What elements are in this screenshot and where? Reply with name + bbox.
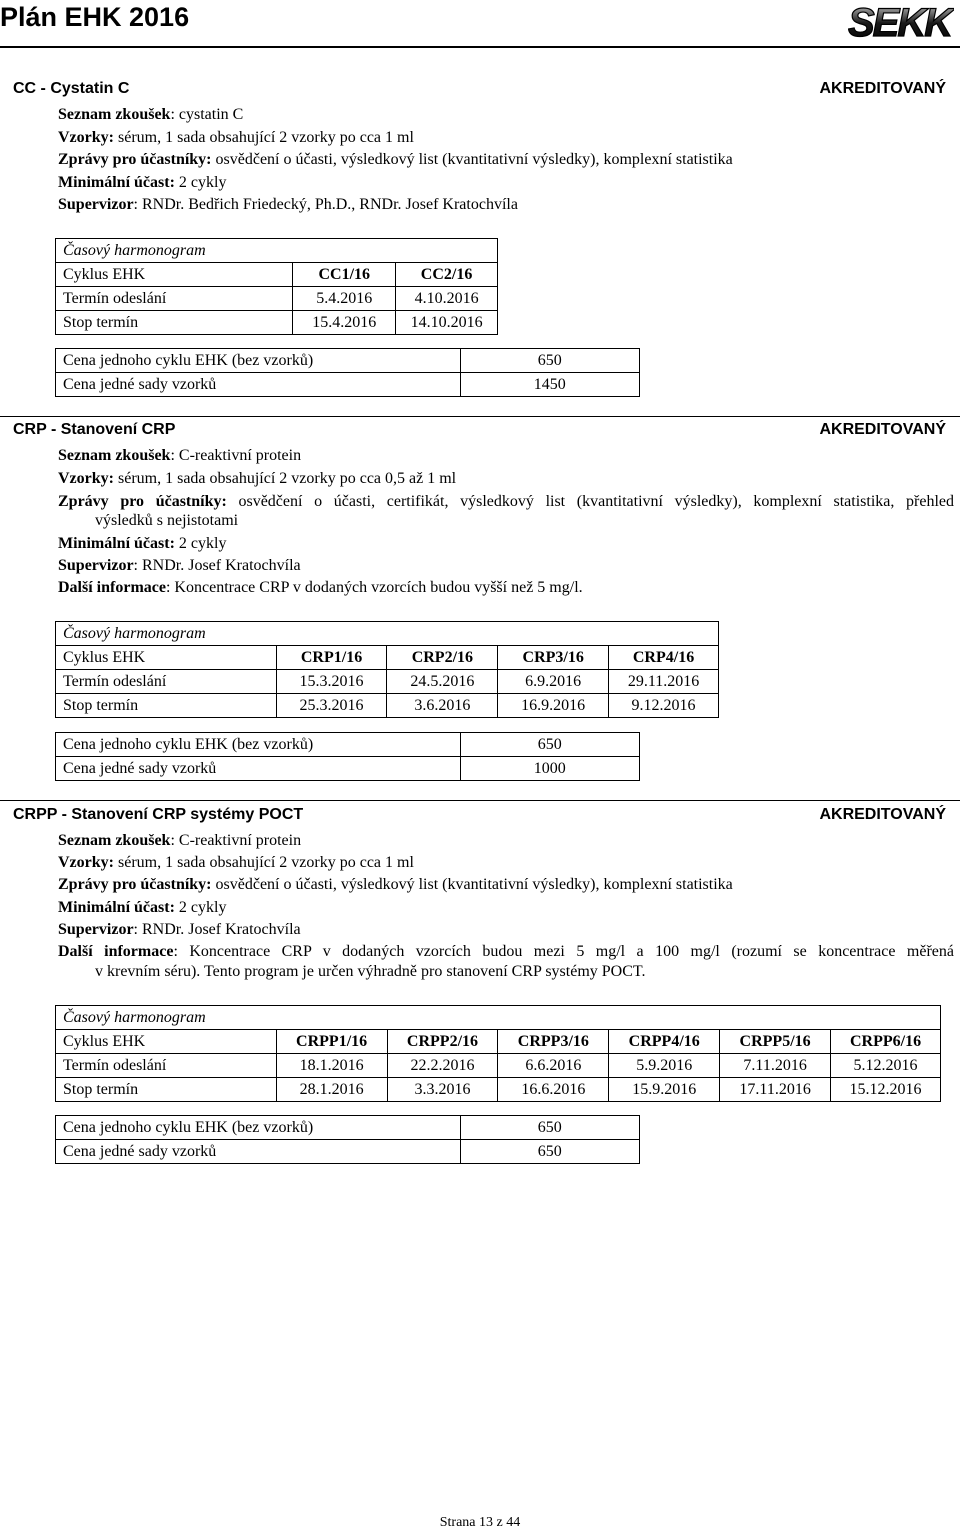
cycle-code: CRP1/16 (276, 646, 387, 670)
accreditation-badge-crpp: AKREDITOVANÝ (819, 806, 946, 823)
send-date: 7.11.2016 (720, 1054, 831, 1078)
send-date: 5.4.2016 (293, 287, 396, 311)
supervisor-crp: Supervizor: RNDr. Josef Kratochvíla (58, 557, 301, 574)
page-title: Plán EHK 2016 (0, 2, 190, 32)
test-list-crpp: Seznam zkoušek: C-reaktivní protein (58, 832, 302, 849)
min-participation-crp: Minimální účast: 2 cykly (58, 535, 227, 552)
price-label: Cena jednoho cyklu EHK (bez vzorků) (56, 1116, 461, 1140)
schedule-heading: Časový harmonogram (56, 1006, 941, 1030)
price-value: 650 (460, 1116, 640, 1140)
stop-date: 16.9.2016 (498, 694, 609, 718)
section-rule (0, 800, 960, 801)
supervisor-cc: Supervizor: RNDr. Bedřich Friedecký, Ph.D., RNDr. Josef Kratochvíla (58, 196, 518, 213)
test-list-crp: Seznam zkoušek: C-reaktivní protein (58, 447, 302, 464)
samples-crp: Vzorky: sérum, 1 sada obsahující 2 vzorky po cca 0,5 až 1 ml (58, 470, 457, 487)
section-rule (0, 416, 960, 417)
schedule-table-crp (55, 621, 719, 718)
cycle-code: CRPP4/16 (609, 1030, 720, 1054)
send-date: 18.1.2016 (276, 1054, 387, 1078)
extra-info-crpp: Další informace: Koncentrace CRP v dodaných vzorcích budou mezi 5 mg/l a 100 mg/l (rozumí se koncentrace měřená (58, 943, 954, 960)
row-label: Cyklus EHK (56, 1030, 277, 1054)
stop-date: 17.11.2016 (720, 1078, 831, 1102)
row-label: Termín odeslání (56, 1054, 277, 1078)
row-label: Termín odeslání (56, 287, 293, 311)
reports-cc: Zprávy pro účastníky: osvědčení o účasti, výsledkový list (kvantitativní výsledky), komplexní statistika (58, 151, 733, 168)
stop-date: 25.3.2016 (276, 694, 387, 718)
send-date: 4.10.2016 (396, 287, 498, 311)
cycle-code: CRPP2/16 (387, 1030, 498, 1054)
min-participation-cc: Minimální účast: 2 cykly (58, 174, 227, 191)
cycle-code: CRP4/16 (609, 646, 719, 670)
cycle-code: CRPP5/16 (720, 1030, 831, 1054)
row-label: Stop termín (56, 311, 293, 335)
send-date: 5.12.2016 (831, 1054, 941, 1078)
stop-date: 15.4.2016 (293, 311, 396, 335)
reports-crp-cont: výsledků s nejistotami (95, 512, 239, 529)
stop-date: 9.12.2016 (631, 697, 696, 714)
send-date: 6.6.2016 (498, 1054, 609, 1078)
section-title-crpp: CRPP - Stanovení CRP systémy POCT (13, 806, 304, 823)
cycle-code: CC1/16 (293, 263, 396, 287)
schedule-table-crpp (55, 1005, 941, 1102)
cycle-code: CRPP1/16 (276, 1030, 387, 1054)
send-date: 15.3.2016 (276, 670, 387, 694)
row-label: Cyklus EHK (56, 263, 293, 287)
stop-date: 15.12.2016 (849, 1081, 922, 1098)
price-value: 1450 (460, 373, 640, 397)
send-date: 29.11.2016 (609, 670, 719, 694)
send-date: 22.2.2016 (387, 1054, 498, 1078)
row-label: Stop termín (56, 694, 277, 718)
extra-info-crpp-cont: v krevním séru). Tento program je určen výhradně pro stanovení CRP systémy POCT. (95, 963, 646, 980)
page-number: Strana 13 z 44 (439, 1515, 521, 1530)
schedule-table-cc (55, 238, 498, 335)
sekk-logo (848, 0, 954, 42)
min-participation-crpp: Minimální účast: 2 cykly (58, 899, 227, 916)
reports-crp: Zprávy pro účastníky: osvědčení o účasti, certifikát, výsledkový list (kvantitativní výsledky), komplexní statistika, přehled (58, 493, 954, 510)
accreditation-badge-crp: AKREDITOVANÝ (819, 421, 946, 438)
header-rule (0, 46, 960, 48)
schedule-heading: Časový harmonogram (56, 622, 719, 646)
price-label: Cena jednoho cyklu EHK (bez vzorků) (56, 733, 461, 757)
cycle-code: CRP2/16 (387, 646, 498, 670)
cycle-code: CRP3/16 (498, 646, 609, 670)
row-label: Termín odeslání (56, 670, 277, 694)
samples-crpp: Vzorky: sérum, 1 sada obsahující 2 vzorky po cca 1 ml (58, 854, 414, 871)
send-date: 6.9.2016 (498, 670, 609, 694)
section-title-cc: CC - Cystatin C (13, 80, 130, 97)
reports-crpp: Zprávy pro účastníky: osvědčení o účasti, výsledkový list (kvantitativní výsledky), komplexní statistika (58, 876, 733, 893)
schedule-heading: Časový harmonogram (56, 239, 498, 263)
stop-date: 28.1.2016 (276, 1078, 387, 1102)
price-value: 650 (460, 1140, 640, 1164)
cycle-code: CRPP3/16 (498, 1030, 609, 1054)
price-value: 1000 (460, 757, 640, 781)
price-label: Cena jedné sady vzorků (56, 757, 461, 781)
supervisor-crpp: Supervizor: RNDr. Josef Kratochvíla (58, 921, 301, 938)
logo-text: SEKK (848, 1, 952, 42)
cycle-code: CC2/16 (396, 263, 498, 287)
price-label: Cena jedné sady vzorků (56, 373, 461, 397)
row-label: Stop termín (56, 1078, 277, 1102)
price-value: 650 (460, 349, 640, 373)
stop-date: 16.6.2016 (498, 1078, 609, 1102)
samples-cc: Vzorky: sérum, 1 sada obsahující 2 vzorky po cca 1 ml (58, 129, 414, 146)
price-label: Cena jedné sady vzorků (56, 1140, 461, 1164)
row-label: Cyklus EHK (56, 646, 277, 670)
extra-info-crp: Další informace: Koncentrace CRP v dodaných vzorcích budou vyšší než 5 mg/l. (58, 579, 583, 596)
price-label: Cena jednoho cyklu EHK (bez vzorků) (56, 349, 461, 373)
test-list-cc: Seznam zkoušek: cystatin C (58, 106, 244, 123)
cycle-code: CRPP6/16 (831, 1030, 941, 1054)
price-value: 650 (460, 733, 640, 757)
stop-date: 3.3.2016 (387, 1078, 498, 1102)
send-date: 24.5.2016 (387, 670, 498, 694)
stop-date: 14.10.2016 (410, 314, 483, 331)
stop-date: 3.6.2016 (387, 694, 498, 718)
price-table-crp (55, 732, 640, 781)
send-date: 5.9.2016 (609, 1054, 720, 1078)
price-table-cc (55, 348, 640, 397)
price-table-crpp (55, 1115, 640, 1164)
section-title-crp: CRP - Stanovení CRP (13, 421, 176, 438)
accreditation-badge-cc: AKREDITOVANÝ (819, 80, 946, 97)
stop-date: 15.9.2016 (609, 1078, 720, 1102)
